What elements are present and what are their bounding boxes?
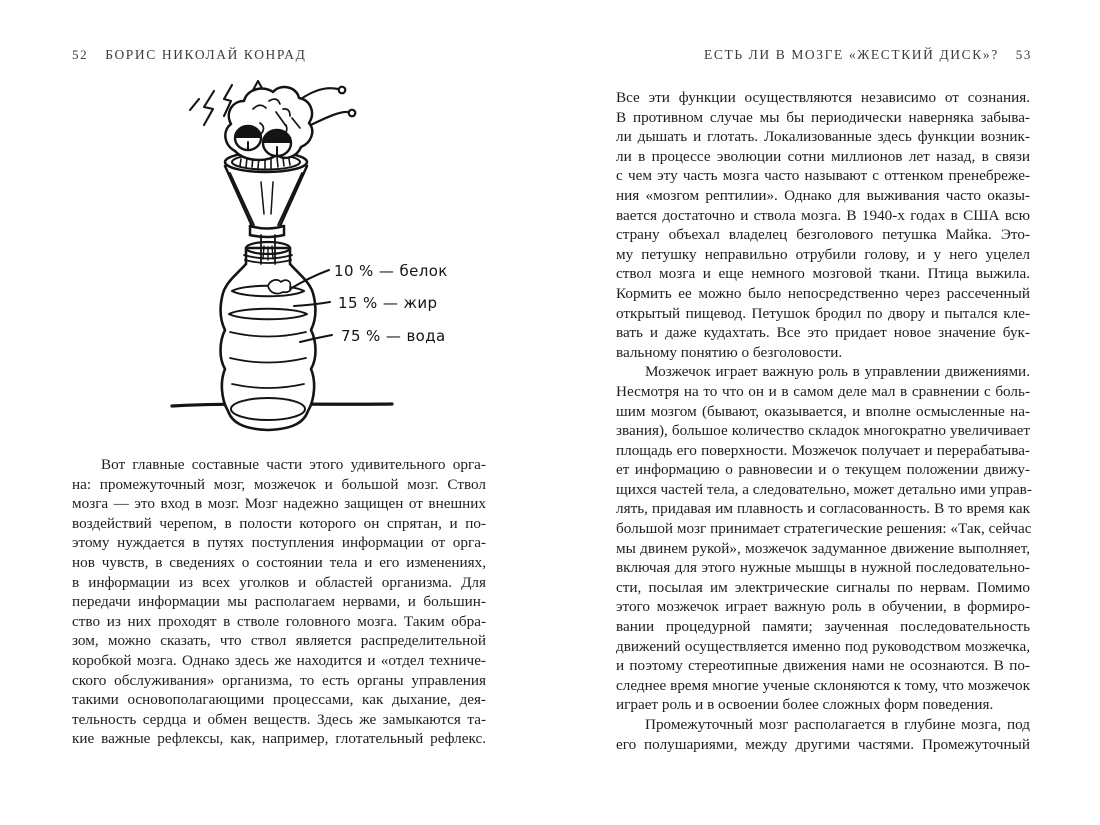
text-line: Все эти функции осуществляются независимо от сознания.	[616, 89, 1030, 106]
text-line: играет роль и в освоении более сложных форм поведения.	[616, 696, 994, 714]
text-line: этому нуждается в путях поступления информации от орга-	[72, 534, 486, 552]
text-line: мозга — это вход в мозг. Мозг надежно защищен от внешних	[72, 495, 486, 513]
text-line: мы двинем рукой», мозжечок задуманное движение выполняет,	[616, 539, 1030, 557]
paragraph	[72, 455, 486, 749]
running-head-title-right: ЕСТЬ ЛИ В МОЗГЕ «ЖЕСТКИЙ ДИСК»?	[704, 47, 999, 62]
brain-figure	[225, 87, 312, 160]
text-line: Несмотря на то что он и в самом деле мал в сравнении с боль-	[616, 382, 1030, 400]
text-line: включая для этого нужные мышцы в нужной последовательно-	[616, 559, 1030, 577]
label-water: 75 % — вода	[341, 327, 446, 345]
text-line: ского обслуживания» организма, то есть органы управления	[72, 671, 486, 689]
text-line: коробкой мозга. Однако здесь же находится и «отдел техниче-	[72, 651, 486, 669]
text-line: ство из них проходят в стволе головного мозга. Таким обра-	[72, 612, 486, 630]
text-line: му петушку неправильно отрубили голову, и у него уцелел	[616, 245, 1030, 263]
text-line: ния «мозгом рептилии». Однако для выживания часто оказы-	[616, 186, 1030, 204]
body-text-right	[616, 88, 1030, 754]
page-right	[550, 0, 1100, 825]
label-protein: 10 % — белок	[334, 262, 448, 280]
text-line: большой мозг принимает стратегические решения: «Так, сейчас	[616, 520, 1032, 538]
paragraph	[616, 715, 1030, 754]
text-line: Вот главные составные части этого удивительного орга-	[101, 456, 486, 473]
text-line: движений осуществляется именно под руководством мозжечка,	[616, 637, 1030, 655]
page-number-right: 53	[1015, 47, 1032, 62]
text-line: Мозжечок играет важную роль в управлении движениями.	[645, 363, 1030, 381]
text-line: нов чувств, в сведениях о состоянии тела и его изменениях,	[72, 553, 486, 571]
text-line: открытый пищевод. Петушок бродил по двору и пытался кле-	[616, 304, 1030, 322]
text-line: зом, можно сказать, что ствол является распределительной	[72, 632, 486, 650]
text-line: вать и даже кудахтать. Все это придает новое значение бук-	[616, 324, 1030, 342]
text-line: ли в процессе эволюции сотни миллионов лет назад, в связи	[616, 147, 1030, 165]
text-line: вании процедурной памяти; заученная последовательность	[616, 618, 1030, 636]
paragraph	[616, 88, 1030, 362]
body-text-left	[72, 455, 486, 749]
text-line: звания), большое количество складок многократно увеличивает	[616, 422, 1030, 440]
text-line: ет информацию о равновесии и о текущем положении движу-	[616, 461, 1030, 479]
text-line: воздействий черепом, в полости которого он спрятан, и по-	[72, 514, 486, 532]
illustration-svg	[140, 78, 500, 448]
text-line: с чем эту часть мозга часто называют с оттенком пренебреже-	[616, 167, 1030, 185]
label-fat: 15 % — жир	[338, 294, 438, 312]
text-line: площадь его поверхности. Мозжечок получает и перерабатыва-	[616, 441, 1030, 459]
text-line: щихся частей тела, а следовательно, может детально ими управ-	[616, 480, 1032, 498]
text-line: страну объехал владелец безголового петушка Майка. Это-	[616, 226, 1030, 244]
text-line: шим мозгом (бывают, оказывается, и вполне осмысленные на-	[616, 402, 1030, 420]
text-line: тельность сердца и обмен веществ. Здесь же замыкаются та-	[72, 710, 486, 728]
page-number-left: 52	[72, 47, 89, 62]
text-line: вается достаточно и ствола мозга. В 1940-х годах в США всю	[616, 206, 1030, 224]
text-line: В противном случае мы бы периодически наверняка забыва-	[616, 108, 1030, 126]
text-line: ли дышать и глотать. Локализованные здесь функции возник-	[616, 128, 1030, 146]
running-head-right	[704, 47, 1032, 63]
text-line: этого мозжечок играет важную роль в обучении, в формиро-	[616, 598, 1030, 616]
text-line: Кормить ее можно было непосредственно через рассеченный	[616, 284, 1030, 302]
brain-bottle-illustration	[140, 78, 500, 448]
bottle-figure	[221, 235, 316, 430]
text-line: такими основополагающими процессами, как дыхание, дея-	[72, 691, 486, 709]
funnel-spout	[261, 235, 275, 264]
running-head-left	[72, 47, 306, 63]
paragraph	[616, 362, 1030, 715]
text-line: сти, посылая им электрические сигналы по нервам. Помимо	[616, 578, 1030, 596]
text-line: Промежуточный мозг располагается в глубине мозга, под	[645, 716, 1030, 733]
text-line: его полушариями, между другими частями. Промежуточный	[616, 735, 1030, 753]
text-line: ствол мозга и еще немного мозговой ткани. Птица выжила.	[616, 265, 1030, 283]
funnel-figure	[225, 152, 307, 237]
text-line: следнее время многие ученые склоняются к тому, что мозжечок	[616, 676, 1030, 694]
text-line: передачи информации мы располагаем нервами, и большин-	[72, 593, 486, 611]
text-line: в информации из всех уголков и областей организма. Для	[72, 573, 486, 591]
text-line: вальному понятию о безголовости.	[616, 343, 843, 361]
text-line: и поэтому стереотипные движения нами не осознаются. В по-	[616, 657, 1030, 675]
running-head-title-left: БОРИС НИКОЛАЙ КОНРАД	[105, 47, 307, 62]
text-line: лять, придавая им плавность и согласованность. В то время как	[616, 500, 1030, 518]
text-line: на: промежуточный мозг, мозжечок и большой мозг. Ствол	[72, 475, 486, 493]
text-line: кие важные рефлексы, как, например, глотательный рефлекс.	[72, 730, 486, 748]
